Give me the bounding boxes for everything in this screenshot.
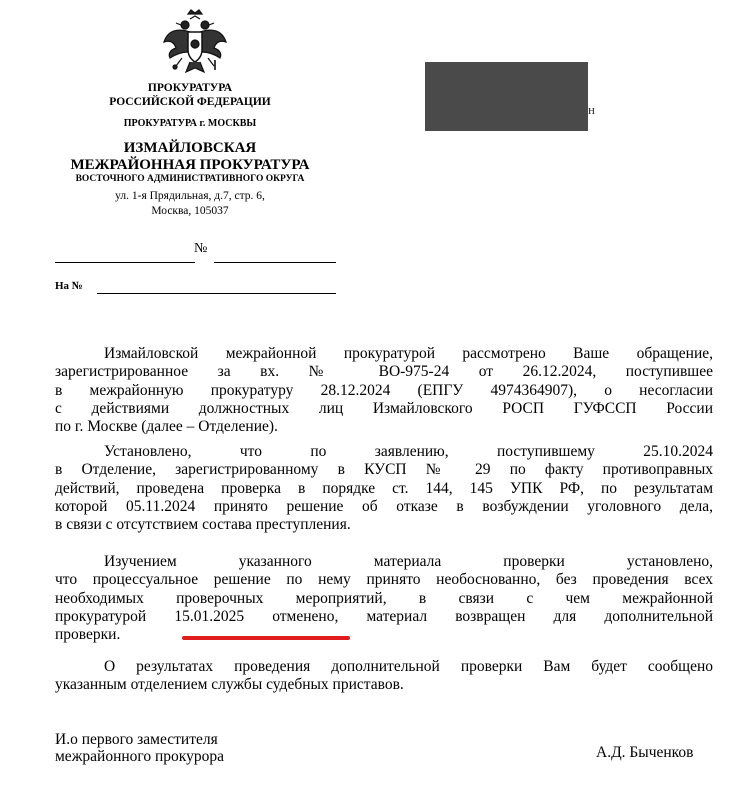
paragraph-line: Измайловской межрайонной прокуратурой рассмотрено Ваше обращение,	[104, 345, 713, 362]
paragraph-line: в связи с отсутствием состава преступления.	[55, 516, 351, 534]
paragraph-line: в межрайонную прокуратуру 28.12.2024 (ЕПГУ 4974364907), о несогласии	[55, 381, 713, 399]
paragraph-line: Установлено, что по заявлению, поступившему 25.10.2024	[104, 443, 713, 460]
paragraph-line: Изучением указанного материала проверки установлено,	[104, 553, 713, 570]
paragraph-line: которой 05.11.2024 принято решение об отказе в возбуждении уголовного дела,	[55, 497, 713, 515]
header-prosecutor-office: ПРОКУРАТУРА	[147, 82, 233, 94]
signatory-name: А.Д. Быченков	[596, 744, 694, 761]
signatory-title	[55, 731, 224, 765]
paragraph-3	[55, 553, 713, 644]
coat-of-arms-emblem-icon	[160, 8, 230, 82]
paragraph-line: указанным отделением службы судебных приставов.	[55, 676, 404, 694]
header-russian-federation: РОССИЙСКОЙ ФЕДЕРАЦИИ	[109, 96, 271, 108]
reply-to-number-label: На №	[55, 280, 83, 292]
paragraph-line: прокуратурой 15.01.2025 отменено, материал возвращен для дополнительной	[55, 607, 713, 625]
paragraph-line: в Отделение, зарегистрированному в КУСП № 29 по факту противоправных	[55, 461, 713, 479]
paragraph-1	[55, 345, 713, 436]
paragraph-line: с действиями должностных лиц Измайловского РОСП ГУФССП России	[55, 399, 713, 417]
header-address-street: ул. 1-я Прядильная, д.7, стр. 6,	[115, 190, 265, 202]
header-izmailovskaya: ИЗМАЙЛОВСКАЯ	[123, 140, 257, 156]
paragraph-2	[55, 443, 713, 534]
red-highlight-underline	[182, 636, 350, 640]
redacted-recipient-block	[425, 62, 588, 131]
recipient-visible-fragment: н	[588, 102, 595, 117]
paragraph-line: проверки.	[55, 626, 121, 644]
paragraph-line: что процессуальное решение по нему принято необоснованно, без проведения всех	[55, 571, 713, 589]
paragraph-4	[55, 658, 713, 695]
header-eastern-district: ВОСТОЧНОГО АДМИНИСТРАТИВНОГО ОКРУГА	[75, 174, 305, 184]
paragraph-line: О результатах проведения дополнительной проверки Вам будет сообщено	[104, 658, 713, 675]
number-sign: №	[194, 241, 208, 256]
paragraph-line: действий, проведена проверка в порядке ст. 144, 145 УПК РФ, по результатам	[55, 479, 713, 497]
paragraph-line: необходимых проверочных мероприятий, в связи с чем межрайонной	[55, 589, 713, 607]
header-moscow-prosecutor: ПРОКУРАТУРА г. МОСКВЫ	[123, 118, 257, 129]
reply-to-number-line	[97, 293, 336, 294]
signatory-title-line: межрайонного прокурора	[55, 748, 224, 765]
signatory-title-line: И.о первого заместителя	[55, 731, 218, 748]
date-blank-line	[55, 262, 195, 263]
paragraph-line: по г. Москве (далее – Отделение).	[55, 418, 278, 436]
number-blank-line	[214, 262, 336, 263]
header-address-city: Москва, 105037	[151, 205, 229, 217]
paragraph-line: зарегистрированное за вх. № ВО-975-24 от 26.12.2024, поступившее	[55, 363, 713, 381]
header-interdistrict-prosecutor: МЕЖРАЙОННАЯ ПРОКУРАТУРА	[70, 157, 310, 173]
